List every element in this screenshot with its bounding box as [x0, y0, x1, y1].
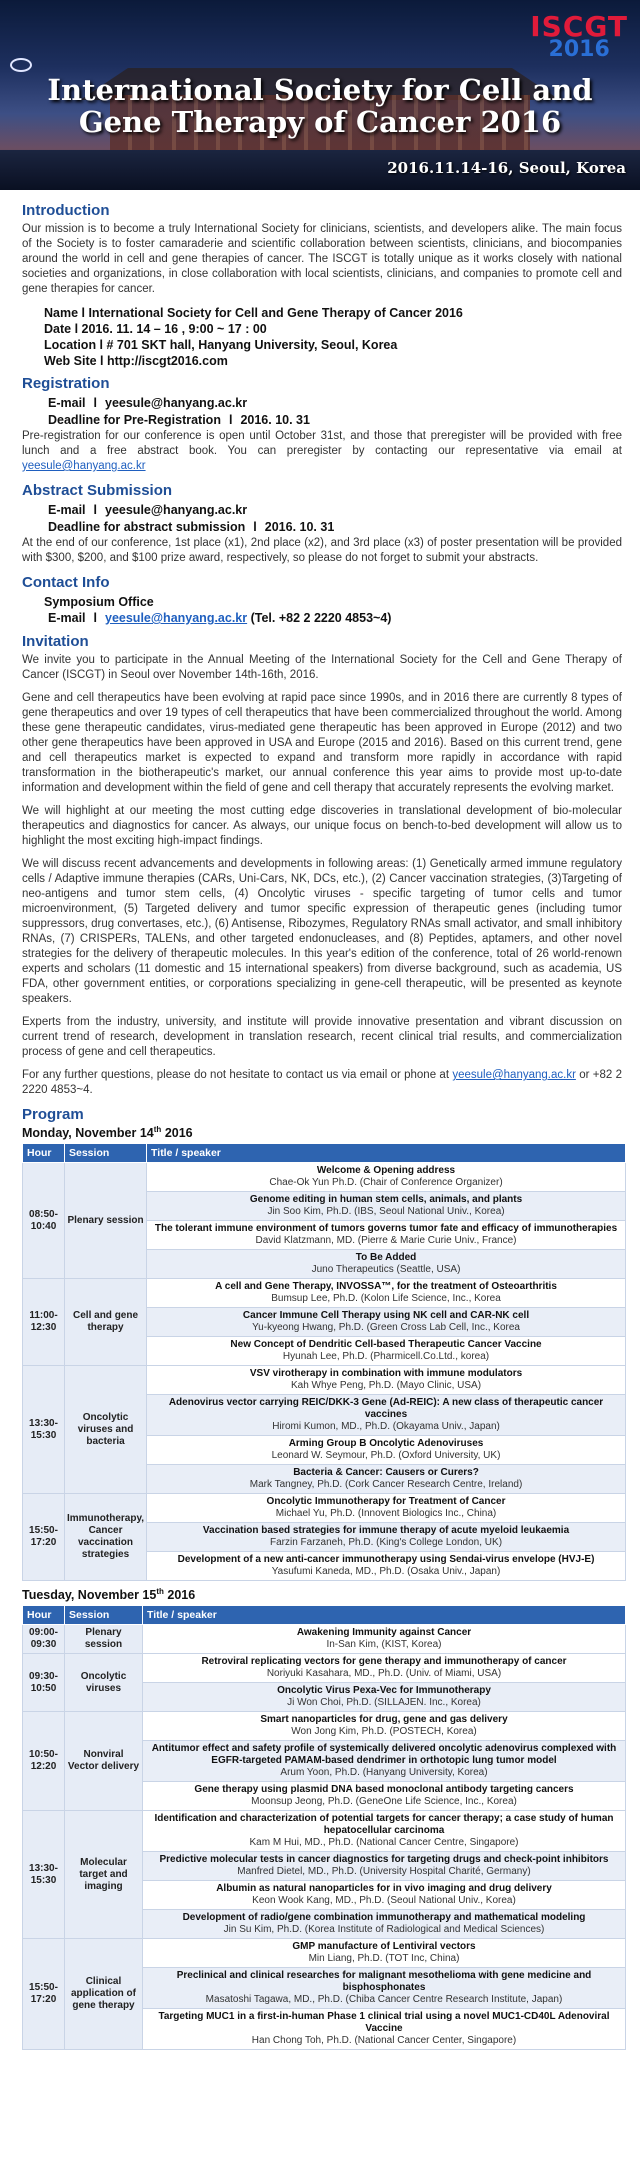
event-date: Date l 2016. 11. 14 – 16 , 9:00 ~ 17 : 00	[44, 322, 267, 336]
session-name: Immunotherapy, Cancer vaccination strategies	[65, 1494, 147, 1581]
talk-title: Antitumor effect and safety profile of systemically delivered oncolytic adenovirus complexed with EGFR-targeted PAMAM-based dendrimer in orthotopic lung tumor model	[151, 1743, 617, 1767]
col-session: Session	[65, 1606, 143, 1625]
talk-cell	[143, 1625, 626, 1654]
talk-cell	[147, 1552, 626, 1581]
talk-title: Awakening Immunity against Cancer	[296, 1627, 472, 1639]
talk-cell	[143, 1811, 626, 1852]
talk-cell	[143, 1968, 626, 2009]
abstract-heading: Abstract Submission	[22, 482, 173, 499]
talk-speaker: Yu-kyeong Hwang, Ph.D. (Green Cross Lab Cell, Inc., Korea	[252, 1322, 520, 1334]
day2-label: Tuesday, November 15	[22, 1588, 157, 1603]
talk-speaker: Chae-Ok Yun Ph.D. (Chair of Conference Organizer)	[269, 1177, 503, 1189]
talk-title: Gene therapy using plasmid DNA based monoclonal antibody targeting cancers	[194, 1784, 574, 1796]
registration-text	[22, 429, 622, 474]
col-session: Session	[65, 1144, 147, 1163]
talk-cell	[147, 1366, 626, 1395]
col-hour: Hour	[23, 1144, 65, 1163]
talk-speaker: Kah Whye Peng, Ph.D. (Mayo Clinic, USA)	[290, 1380, 482, 1392]
talk-cell	[143, 1782, 626, 1811]
invitation-p5: Experts from the industry, university, and institute will provide innovative presentation and vibrant discussion on current trend of research, development in translation research, recent clinical trial results, and commercialization process of gene and cell therapeutics.	[22, 1016, 622, 1058]
talk-speaker: Min Liang, Ph.D. (TOT Inc, China)	[308, 1953, 460, 1965]
session-hour: 13:30-15:30	[23, 1811, 65, 1939]
abstract-email: yeesule@hanyang.ac.kr	[105, 503, 248, 517]
talk-speaker: Bumsup Lee, Ph.D. (Kolon Life Science, Inc., Korea	[271, 1293, 501, 1305]
talk-speaker: Arum Yoon, Ph.D. (Hanyang University, Korea)	[280, 1767, 488, 1779]
registration-email-row: E-mail l yeesule@hanyang.ac.kr	[48, 396, 248, 410]
talk-speaker: Manfred Dietel, MD., Ph.D. (University Hospital Charité, Germany)	[237, 1866, 531, 1878]
talk-title: Arming Group B Oncolytic Adenoviruses	[288, 1438, 484, 1450]
registration-email-link[interactable]: yeesule@hanyang.ac.kr	[22, 460, 146, 472]
talk-title: The tolerant immune environment of tumors governs tumor fate and efficacy of immunotherapies	[154, 1223, 618, 1235]
talk-speaker: Ji Won Choi, Ph.D. (SILLAJEN. Inc., Korea)	[287, 1697, 481, 1709]
talk-cell	[143, 1939, 626, 1968]
talk-cell	[147, 1192, 626, 1221]
talk-title: Preclinical and clinical researches for malignant mesothelioma with gene medicine and bisphosphonates	[176, 1970, 592, 1994]
col-title: Title / speaker	[143, 1606, 626, 1625]
table-row	[23, 1366, 626, 1395]
talk-cell	[143, 1741, 626, 1782]
abstract-email-row: E-mail l yeesule@hanyang.ac.kr	[48, 503, 248, 517]
talk-speaker: Farzin Farzaneh, Ph.D. (King's College London, UK)	[270, 1537, 503, 1549]
session-name: Molecular target and imaging	[65, 1811, 143, 1939]
talk-title: GMP manufacture of Lentiviral vectors	[292, 1941, 476, 1953]
talk-speaker: Keon Wook Kang, MD., Ph.D. (Seoul National Univ., Korea)	[252, 1895, 516, 1907]
table-row	[23, 1811, 626, 1852]
talk-title: A cell and Gene Therapy, INVOSSA™, for the treatment of Osteoarthritis	[215, 1281, 557, 1293]
brand-year: 2016	[548, 37, 610, 62]
talk-speaker: Mark Tangney, Ph.D. (Cork Cancer Research Centre, Ireland)	[249, 1479, 523, 1491]
table-row	[23, 1712, 626, 1741]
day2-table-body	[23, 1625, 626, 2050]
talk-cell	[143, 1712, 626, 1741]
talk-cell	[147, 1250, 626, 1279]
invitation-p1: We invite you to participate in the Annual Meeting of the International Society for the Cell and Gene Therapy of Cancer (ISCGT) in Seoul over November 14th-16th, 2016.	[22, 654, 622, 681]
talk-speaker: Juno Therapeutics (Seattle, USA)	[311, 1264, 461, 1276]
registration-deadline-row: Deadline for Pre-Registration l 2016. 10. 31	[48, 413, 310, 427]
talk-title: New Concept of Dendritic Cell-based Therapeutic Cancer Vaccine	[230, 1339, 542, 1351]
contact-tel: (Tel. +82 2 2220 4853~4)	[250, 611, 392, 625]
registration-email-label: E-mail	[48, 396, 86, 410]
talk-title: Oncolytic Virus Pexa-Vec for Immunotherapy	[277, 1685, 491, 1697]
session-hour: 10:50-12:20	[23, 1712, 65, 1811]
talk-title: Retroviral replicating vectors for gene therapy and immunotherapy of cancer	[201, 1656, 567, 1668]
talk-cell	[143, 1654, 626, 1683]
talk-title: Adenovirus vector carrying REIC/DKK-3 Gene (Ad-REIC): A new class of therapeutic cancer vaccines	[168, 1397, 604, 1421]
session-hour: 13:30-15:30	[23, 1366, 65, 1494]
table-row	[23, 1279, 626, 1308]
talk-title: Cancer Immune Cell Therapy using NK cell and CAR-NK cell	[242, 1310, 530, 1322]
invitation-heading: Invitation	[22, 633, 89, 650]
talk-title: VSV virotherapy in combination with immune modulators	[249, 1368, 523, 1380]
contact-email-row: E-mail l yeesule@hanyang.ac.kr (Tel. +82 2 2220 4853~4)	[48, 611, 392, 625]
talk-speaker: In-San Kim, (KIST, Korea)	[326, 1639, 442, 1651]
talk-speaker: Masatoshi Tagawa, MD., Ph.D. (Chiba Cancer Centre Research Institute, Japan)	[205, 1994, 563, 2006]
talk-speaker: David Klatzmann, MD. (Pierre & Marie Curie Univ., France)	[255, 1235, 517, 1247]
event-location: Location l # 701 SKT hall, Hanyang University, Seoul, Korea	[44, 338, 398, 352]
table-row	[23, 1625, 626, 1654]
talk-cell	[143, 1852, 626, 1881]
talk-cell	[143, 1910, 626, 1939]
talk-title: Genome editing in human stem cells, animals, and plants	[249, 1194, 523, 1206]
event-date-place: 2016.11.14-16, Seoul, Korea	[387, 159, 626, 177]
col-hour: Hour	[23, 1606, 65, 1625]
talk-cell	[147, 1163, 626, 1192]
talk-cell	[147, 1523, 626, 1552]
society-logo-icon	[10, 58, 32, 72]
talk-title: Vaccination based strategies for immune therapy of acute myeloid leukaemia	[202, 1525, 570, 1537]
talk-speaker: Leonard W. Seymour, Ph.D. (Oxford University, UK)	[271, 1450, 501, 1462]
talk-title: Oncolytic Immunotherapy for Treatment of Cancer	[266, 1496, 506, 1508]
col-title: Title / speaker	[147, 1144, 626, 1163]
abstract-deadline-row: Deadline for abstract submission l 2016. 10. 31	[48, 520, 335, 534]
talk-speaker: Yasufumi Kaneda, MD., Ph.D. (Osaka Univ., Japan)	[271, 1566, 501, 1578]
talk-title: Welcome & Opening address	[316, 1165, 456, 1177]
registration-heading: Registration	[22, 375, 110, 392]
table-row	[23, 1939, 626, 1968]
session-hour: 15:50-17:20	[23, 1494, 65, 1581]
talk-title: Targeting MUC1 in a first-in-human Phase 1 clinical trial using a novel MUC1-CD40L Adenoviral Vaccine	[158, 2011, 610, 2035]
day1-program-table	[22, 1143, 626, 1581]
talk-title: Albumin as natural nanoparticles for in vivo imaging and drug delivery	[216, 1883, 552, 1895]
day2-year: 2016	[167, 1588, 196, 1603]
talk-cell	[143, 1683, 626, 1712]
event-website: Web Site l http://iscgt2016.com	[44, 354, 228, 368]
registration-deadline-label: Deadline for Pre-Registration	[48, 413, 221, 427]
contact-office: Symposium Office	[44, 595, 154, 609]
day2-sup: th	[156, 1587, 164, 1597]
talk-title: Development of a new anti-cancer immunotherapy using Sendai-virus envelope (HVJ-E)	[177, 1554, 595, 1566]
talk-title: Bacteria & Cancer: Causers or Curers?	[293, 1467, 479, 1479]
title-line-1: International Society for Cell and	[47, 73, 593, 107]
talk-speaker: Jin Su Kim, Ph.D. (Korea Institute of Radiological and Medical Sciences)	[223, 1924, 545, 1936]
talk-title: Predictive molecular tests in cancer diagnostics for targeting drugs and check-point inhibitors	[159, 1854, 609, 1866]
header-banner	[0, 0, 640, 190]
invitation-email-link[interactable]: yeesule@hanyang.ac.kr	[452, 1069, 576, 1081]
abstract-email-label: E-mail	[48, 503, 86, 517]
abstract-deadline: 2016. 10. 31	[264, 520, 335, 534]
day2-title	[22, 1587, 622, 1602]
session-name: Nonviral Vector delivery	[65, 1712, 143, 1811]
session-name: Clinical application of gene therapy	[65, 1939, 143, 2050]
session-name: Cell and gene therapy	[65, 1279, 147, 1366]
registration-email: yeesule@hanyang.ac.kr	[105, 396, 248, 410]
abstract-deadline-label: Deadline for abstract submission	[48, 520, 246, 534]
invitation-p6	[22, 1068, 622, 1098]
talk-speaker: Hiromi Kumon, MD., Ph.D. (Okayama Univ., Japan)	[272, 1421, 500, 1433]
registration-deadline: 2016. 10. 31	[240, 413, 310, 427]
contact-email-label: E-mail	[48, 611, 86, 625]
page-title	[0, 74, 640, 138]
contact-heading: Contact Info	[22, 574, 110, 591]
talk-cell	[147, 1221, 626, 1250]
invitation-p4: We will discuss recent advancements and developments in following areas: (1) Genetically armed immune regulatory cells / Adaptive immune therapies (CARs, Uni-Cars, NK, DCs, etc.), (2) Cancer vaccination strategies, (3)Targeting of neo-antigens and tumor stem cells, (4) Oncolytic viruses - specific targeting of tumor cells and tumor microenvironment, (5) Targeted delivery and tumor specific expression of therapeutic genes (including tumor suppressors, drug convertases, etc.), (6) Antisense, Ribozymes, Regulatory RNAs small activator, and small inhibitory RNAs, (7) CRISPERs, TALENs, and other targeted endonucleases, and (8) Peptides, aptamers, and other novel strategies for the delivery of therapeutic molecules. In this year's edition of the conference, total of 26 world-renown experts and scholars (11 domestic and 15 international speakers) from diverse background, such as academia, US FDA, other government entities, or corporations specializing in gene-cell therapeutic, will be presented as keynote speakers.	[22, 858, 622, 1005]
day1-label: Monday, November 14	[22, 1126, 154, 1141]
talk-cell	[147, 1436, 626, 1465]
table-header-row	[23, 1144, 626, 1163]
brand-logo	[530, 10, 628, 62]
brand-name: ISCGT	[530, 10, 628, 43]
talk-speaker: Noriyuki Kasahara, MD., Ph.D. (Univ. of Miami, USA)	[266, 1668, 502, 1680]
table-row	[23, 1654, 626, 1683]
main-content	[0, 190, 640, 2066]
table-header-row	[23, 1606, 626, 1625]
talk-cell	[147, 1279, 626, 1308]
day1-title	[22, 1125, 622, 1140]
abstract-text: At the end of our conference, 1st place (x1), 2nd place (x2), and 3rd place (x3) of poster presentation will be provided with $300, $200, and $100 prize award, respectively, so please do not forget to submit your abstracts.	[22, 537, 622, 564]
talk-cell	[147, 1308, 626, 1337]
talk-speaker: Moonsup Jeong, Ph.D. (GeneOne Life Science, Inc., Korea)	[251, 1796, 517, 1808]
invitation-p2: Gene and cell therapeutics have been evolving at rapid pace since 1990s, and in 2016 there are currently 8 types of gene therapeutics and over 19 types of cell therapeutics that have been commercialized throughout the world. Among these gene therapeutic candidates, virus-mediated gene therapeutic has been approved in Europe (2012) and two other gene therapeutics have been approved in USA and Europe (2015 and 2016). Based on this current trend, gene and cell therapeutics market is expected to expand and transform more rapidly in accordance with rapid transformation in the biotherapeutic's market, our annual conference this year aims to provide most up-to-date information and development within the field of gene and cell therapy that accurately represents the evolving market.	[22, 692, 622, 794]
talk-title: Smart nanoparticles for drug, gene and gas delivery	[260, 1714, 508, 1726]
talk-cell	[143, 2009, 626, 2050]
talk-speaker: Jin Soo Kim, Ph.D. (IBS, Seoul National Univ., Korea)	[267, 1206, 505, 1218]
session-name: Oncolytic viruses	[65, 1654, 143, 1712]
talk-cell	[147, 1395, 626, 1436]
title-line-2: Gene Therapy of Cancer 2016	[78, 105, 562, 139]
program-heading: Program	[22, 1106, 84, 1123]
talk-title: Identification and characterization of potential targets for cancer therapy; a case study of human hepatocellular carcinoma	[154, 1813, 614, 1837]
registration-text-body: Pre-registration for our conference is open until October 31st, and those that preregister will be provided with free lunch and a free abstract book. You can preregister by contacting our representative via email at	[22, 430, 622, 457]
session-name: Plenary session	[65, 1163, 147, 1279]
session-hour: 08:50-10:40	[23, 1163, 65, 1279]
session-name: Oncolytic viruses and bacteria	[65, 1366, 147, 1494]
invitation-p6-text: For any further questions, please do not hesitate to contact us via email or phone at	[22, 1069, 453, 1081]
talk-cell	[147, 1494, 626, 1523]
day1-year: 2016	[164, 1126, 193, 1141]
table-row	[23, 1163, 626, 1192]
talk-title: Development of radio/gene combination immunotherapy and mathematical modeling	[182, 1912, 586, 1924]
talk-cell	[147, 1337, 626, 1366]
session-hour: 15:50-17:20	[23, 1939, 65, 2050]
day2-program-table	[22, 1605, 626, 2050]
intro-heading: Introduction	[22, 202, 110, 219]
session-hour: 09:30-10:50	[23, 1654, 65, 1712]
day1-table-body	[23, 1163, 626, 1581]
event-name: Name l International Society for Cell and Gene Therapy of Cancer 2016	[44, 306, 463, 320]
talk-speaker: Han Chong Toh, Ph.D. (National Cancer Center, Singapore)	[251, 2035, 517, 2047]
talk-speaker: Michael Yu, Ph.D. (Innovent Biologics Inc., China)	[275, 1508, 497, 1520]
day1-sup: th	[153, 1125, 162, 1134]
invitation-p3: We will highlight at our meeting the most cutting edge discoveries in translational development of bio-molecular therapeutics and diagnostics for cancer. As always, our unique focus on bench-to-bed development will allow us to highlight the most exciting high-impact findings.	[22, 805, 622, 847]
intro-text: Our mission is to become a truly International Society for clinicians, scientists, and developers alike. The main focus of the Society is to foster camaraderie and scientific collaboration between scientists, clinicians, and biocompanies around the world in cell and gene therapies of cancer. The ISCGT is totally unique as it works closely with national societies and organizations, in close collaboration with local scientists, clinicians, and companies to promote cell and gene therapies for cancer.	[22, 223, 622, 295]
talk-cell	[147, 1465, 626, 1494]
contact-email-link[interactable]: yeesule@hanyang.ac.kr	[105, 611, 248, 625]
talk-cell	[143, 1881, 626, 1910]
session-name: Plenary session	[65, 1625, 143, 1654]
talk-speaker: Hyunah Lee, Ph.D. (Pharmicell.Co.Ltd., korea)	[282, 1351, 490, 1363]
invitation-p6-phone: or +82 2 2220 4853~4.	[22, 1069, 622, 1096]
session-hour: 11:00-12:30	[23, 1279, 65, 1366]
talk-speaker: Won Jong Kim, Ph.D. (POSTECH, Korea)	[291, 1726, 477, 1738]
talk-title: To Be Added	[355, 1252, 417, 1264]
session-hour: 09:00-09:30	[23, 1625, 65, 1654]
table-row	[23, 1494, 626, 1523]
talk-speaker: Kam M Hui, MD., Ph.D. (National Cancer Centre, Singapore)	[249, 1837, 519, 1849]
